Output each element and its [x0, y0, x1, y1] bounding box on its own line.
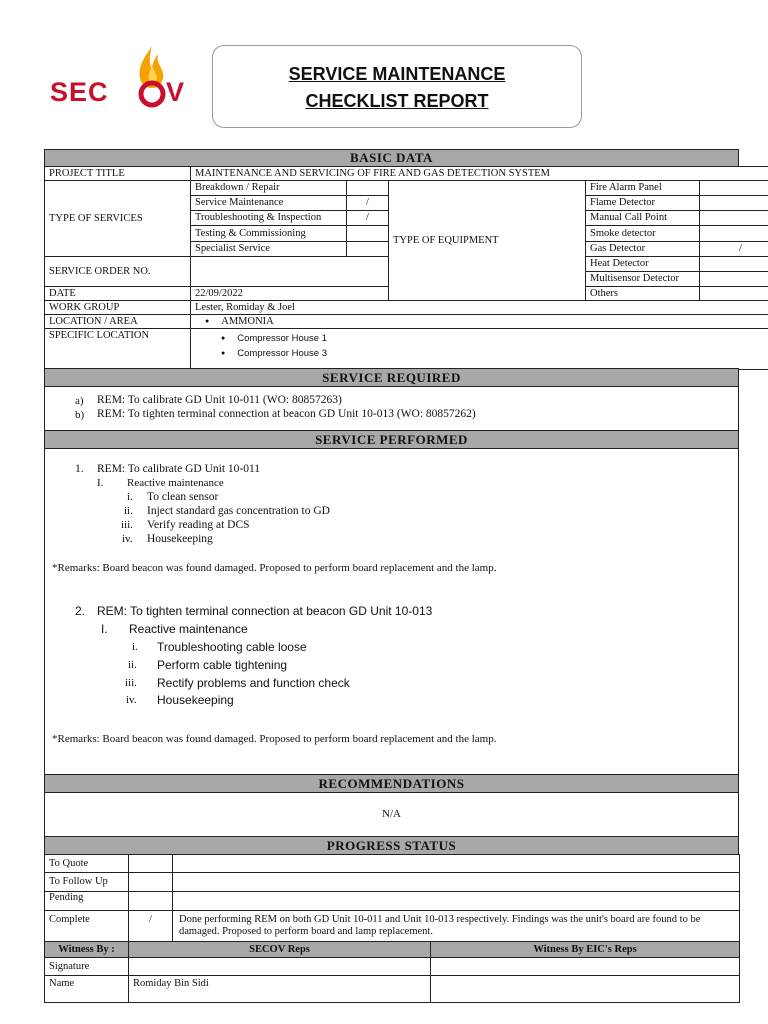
date-value[interactable]: 22/09/2022: [191, 287, 389, 301]
service-type-mark[interactable]: /: [347, 211, 389, 226]
work-group-value[interactable]: Lester, Romiday & Joel: [191, 301, 768, 315]
service-required-item: REM: To tighten terminal connection at beacon GD Unit 10-013 (WO: 80857262): [97, 408, 476, 420]
task-remarks: *Remarks: Board beacon was found damaged. Proposed to perform board replacement and the lamp.: [52, 562, 497, 574]
service-type-name: Specialist Service: [191, 242, 347, 257]
task-sub-title: Reactive maintenance: [129, 622, 248, 636]
equipment-name: Fire Alarm Panel: [586, 181, 700, 196]
progress-note[interactable]: [173, 855, 740, 873]
service-type-name: Breakdown / Repair: [191, 181, 347, 196]
equipment-name: Manual Call Point: [586, 211, 700, 226]
step-text: Housekeeping: [147, 533, 213, 545]
report-title-box: [212, 45, 582, 128]
step-marker: iii.: [121, 519, 133, 531]
service-type-name: Testing & Commissioning: [191, 226, 347, 242]
eic-signature-field[interactable]: [431, 958, 740, 976]
step-marker: iv.: [126, 694, 137, 706]
task-marker: 1.: [75, 463, 84, 475]
location-label: LOCATION / AREA: [45, 315, 191, 329]
recommendations-value: N/A: [382, 808, 401, 820]
secov-logo: [48, 44, 200, 108]
equipment-mark[interactable]: [700, 226, 768, 242]
equipment-name: Others: [586, 287, 700, 301]
progress-mark[interactable]: [129, 892, 173, 911]
specific-location-item: ● Compressor House 1: [221, 332, 768, 347]
type-of-services-label: TYPE OF SERVICES: [45, 181, 191, 257]
step-marker: ii.: [124, 505, 133, 517]
report-title-line2: CHECKLIST REPORT: [305, 91, 489, 111]
secov-reps-label: SECOV Reps: [129, 942, 431, 958]
project-title-value: MAINTENANCE AND SERVICING OF FIRE AND GAS DETECTION SYSTEM: [191, 167, 768, 181]
eic-name-field[interactable]: [431, 976, 740, 1003]
basic-data-header: BASIC DATA: [44, 149, 739, 167]
task-title: REM: To calibrate GD Unit 10-011: [97, 463, 261, 475]
date-label: DATE: [45, 287, 191, 301]
step-text: Housekeeping: [157, 693, 234, 707]
equipment-mark[interactable]: [700, 181, 768, 196]
equipment-mark[interactable]: [700, 211, 768, 226]
equipment-name: Heat Detector: [586, 257, 700, 272]
task-marker: 2.: [75, 604, 86, 618]
equipment-name: Smoke detector: [586, 226, 700, 242]
basic-data-table: [44, 166, 768, 370]
service-type-mark[interactable]: [347, 226, 389, 242]
service-type-mark[interactable]: /: [347, 196, 389, 211]
location-item: ● AMMONIA: [205, 316, 768, 328]
specific-location-value[interactable]: [191, 329, 768, 370]
step-text: To clean sensor: [147, 491, 219, 503]
service-required-box: [44, 386, 739, 431]
progress-label: Pending: [45, 892, 129, 911]
step-marker: i.: [127, 491, 133, 503]
step-marker: ii.: [128, 659, 137, 671]
logo-text-left: SEC: [50, 77, 109, 107]
type-of-equipment-label: TYPE OF EQUIPMENT: [389, 181, 586, 301]
secov-signature-field[interactable]: [129, 958, 431, 976]
progress-label: Complete: [45, 911, 129, 942]
task-remarks: *Remarks: Board beacon was found damaged. Proposed to perform board replacement and the lamp.: [52, 733, 497, 745]
work-group-label: WORK GROUP: [45, 301, 191, 315]
signature-label: Signature: [45, 958, 129, 976]
progress-status-header: PROGRESS STATUS: [44, 836, 739, 855]
equipment-mark[interactable]: [700, 272, 768, 287]
eic-reps-label: Witness By EIC's Reps: [431, 942, 740, 958]
equipment-name: Gas Detector: [586, 242, 700, 257]
equipment-mark[interactable]: [700, 287, 768, 301]
equipment-name: Multisensor Detector: [586, 272, 700, 287]
progress-mark[interactable]: [129, 873, 173, 892]
task-sub-marker: I.: [97, 477, 104, 489]
location-value[interactable]: [191, 315, 768, 329]
step-text: Perform cable tightening: [157, 658, 288, 672]
report-title-line1: SERVICE MAINTENANCE: [288, 64, 506, 84]
specific-location-item: ● Compressor House 3: [221, 347, 768, 362]
task-sub-title: Reactive maintenance: [127, 477, 224, 489]
progress-note[interactable]: [173, 873, 740, 892]
progress-mark[interactable]: /: [129, 911, 173, 942]
equipment-mark[interactable]: [700, 257, 768, 272]
step-marker: i.: [132, 641, 138, 653]
logo-text-right: V: [166, 77, 185, 107]
step-text: Inject standard gas concentration to GD: [147, 505, 330, 517]
task-title: REM: To tighten terminal connection at beacon GD Unit 10-013: [97, 604, 433, 618]
equipment-name: Flame Detector: [586, 196, 700, 211]
step-text: Rectify problems and function check: [157, 676, 350, 690]
step-text: Troubleshooting cable loose: [157, 640, 307, 654]
specific-location-label: SPECIFIC LOCATION: [45, 329, 191, 370]
step-marker: iv.: [122, 533, 133, 545]
service-type-name: Service Maintenance: [191, 196, 347, 211]
service-order-value[interactable]: [191, 257, 389, 287]
progress-label: To Follow Up: [45, 873, 129, 892]
service-order-label: SERVICE ORDER NO.: [45, 257, 191, 287]
progress-status-table: [44, 854, 740, 942]
recommendations-header: RECOMMENDATIONS: [44, 774, 739, 793]
service-performed-header: SERVICE PERFORMED: [44, 430, 739, 449]
service-performed-box: [44, 448, 739, 775]
step-text: Verify reading at DCS: [147, 519, 250, 531]
service-type-mark[interactable]: [347, 181, 389, 196]
witness-by-label: Witness By :: [45, 942, 129, 958]
service-type-mark[interactable]: [347, 242, 389, 257]
service-required-marker: a): [75, 395, 84, 407]
step-marker: iii.: [125, 677, 137, 689]
progress-note[interactable]: [173, 892, 740, 911]
secov-name-field[interactable]: Romiday Bin Sidi: [129, 976, 431, 1003]
witness-table: [44, 941, 740, 1003]
recommendations-box: [44, 792, 739, 837]
service-type-name: Troubleshooting & Inspection: [191, 211, 347, 226]
project-title-label: PROJECT TITLE: [45, 167, 191, 181]
progress-mark[interactable]: [129, 855, 173, 873]
progress-note[interactable]: Done performing REM on both GD Unit 10-011 and Unit 10-013 respectively. Findings was the unit's board are found to be damaged. Proposed to perform board and lamp replacement.: [173, 911, 740, 942]
name-label: Name: [45, 976, 129, 1003]
service-required-item: REM: To calibrate GD Unit 10-011 (WO: 80857263): [97, 394, 342, 406]
progress-label: To Quote: [45, 855, 129, 873]
equipment-mark[interactable]: [700, 196, 768, 211]
equipment-mark[interactable]: /: [700, 242, 768, 257]
task-sub-marker: I.: [101, 622, 108, 636]
service-required-header: SERVICE REQUIRED: [44, 368, 739, 387]
service-required-marker: b): [75, 409, 85, 421]
